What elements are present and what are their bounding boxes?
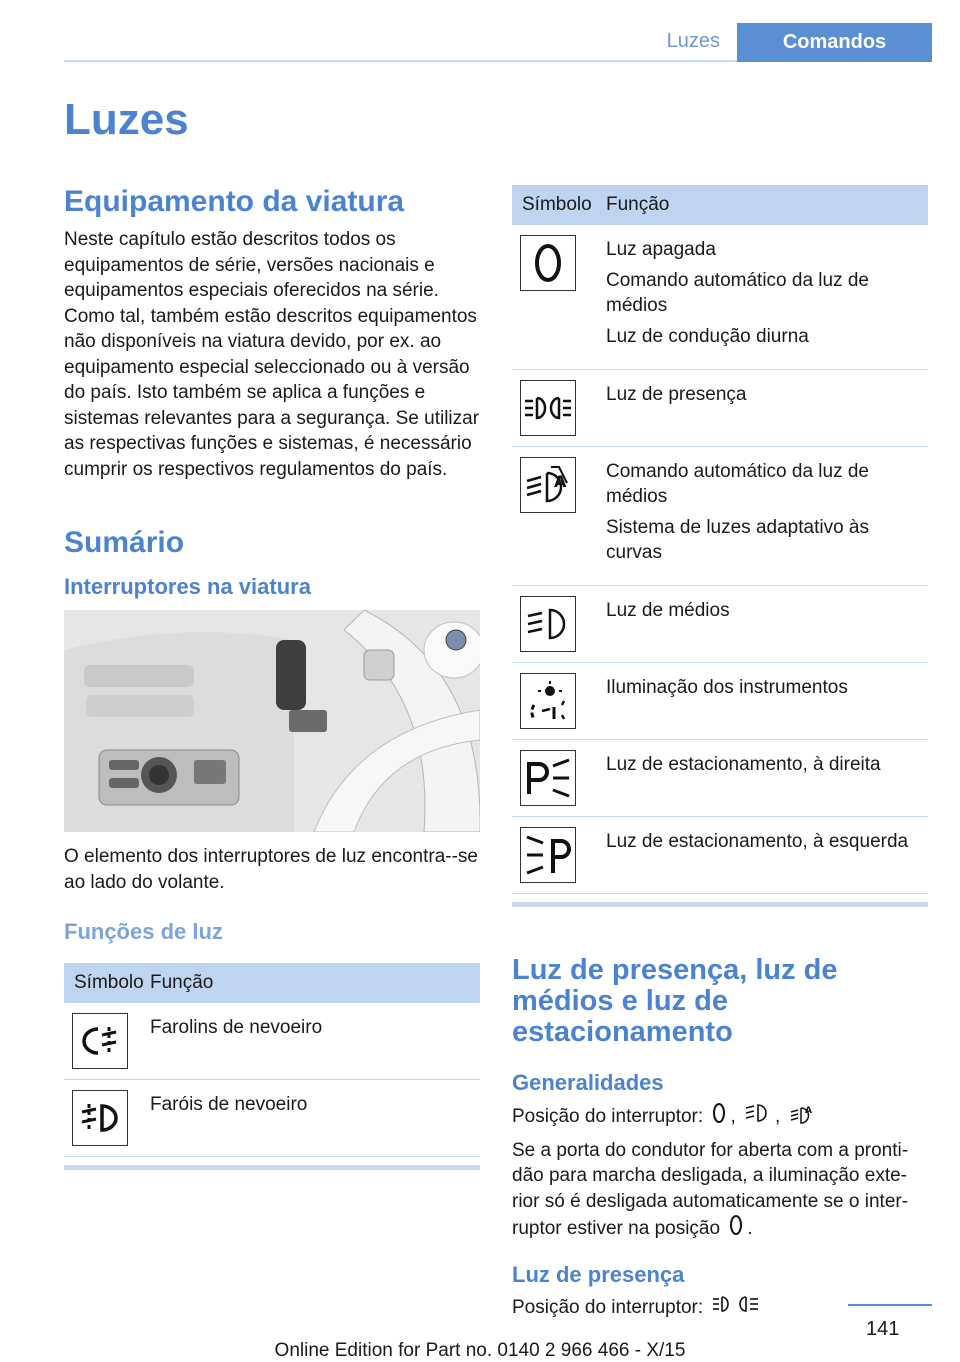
parking-light-icon xyxy=(712,1294,760,1322)
parking-light-right-icon xyxy=(520,750,576,806)
general-body xyxy=(512,1138,928,1244)
general-heading: Generalidades xyxy=(512,1070,664,1095)
general-body-text: Se a porta do condutor for aberta com a pronti-dão para marcha desligada, a iluminação exte-rior só é desligada automaticamente se o inter-ruptor estiver na posição xyxy=(512,1139,909,1239)
equipment-body: Neste capítulo estão descritos todos os equipamentos de série, versões nacionais e equipamentos especiais oferecidos na série. Como tal, também estão descritos equipamentos não disponíveis na viatura devido, por ex. ao equipamento especial seleccionado ou à versão do país. Isto também se aplica a funções e sistemas relevantes para a segurança. Se utilizar as respectivas funções e sistemas, é necessário cumprir os respectivos regulamentos do país. xyxy=(64,229,480,480)
page-number: 141 xyxy=(866,1318,900,1340)
switch-positions-table xyxy=(512,185,928,894)
table-row xyxy=(512,586,928,663)
general-body-end: . xyxy=(747,1217,753,1239)
table-header-row xyxy=(64,963,480,1003)
presence-switch-line xyxy=(512,1294,928,1322)
function-text: Comando automático da luz de médios xyxy=(606,461,869,507)
table-row xyxy=(512,370,928,447)
zero-position-icon xyxy=(712,1102,726,1132)
function-text: Faróis de nevoeiro xyxy=(150,1094,308,1115)
footer-edition: Online Edition for Part no. 0140 2 966 466 - X/15 xyxy=(274,1340,686,1361)
function-text: Luz de condução diurna xyxy=(606,326,809,347)
low-beam-icon xyxy=(520,596,576,652)
table-row xyxy=(512,663,928,740)
table-end-bar xyxy=(512,902,928,907)
table-row xyxy=(512,225,928,370)
left-column xyxy=(64,185,480,1170)
col-function-header: Função xyxy=(150,963,480,1003)
table-row xyxy=(512,817,928,894)
table-row xyxy=(64,1003,480,1080)
function-text: Luz de médios xyxy=(606,600,730,621)
function-text: Luz de presença xyxy=(606,384,747,405)
table-end-bar xyxy=(64,1165,480,1170)
switch-position-line xyxy=(512,1102,928,1132)
light-functions-heading: Funções de luz xyxy=(64,919,223,944)
auto-low-beam-icon xyxy=(520,457,576,513)
col-symbol-header: Símbolo xyxy=(64,963,150,1003)
equipment-heading: Equipamento da viatura xyxy=(64,185,405,218)
function-text: Sistema de luzes adaptativo às curvas xyxy=(606,517,869,563)
parking-light-left-icon xyxy=(520,827,576,883)
photo-caption: O elemento dos interruptores de luz encontra--se ao lado do volante. xyxy=(64,846,478,893)
summary-heading: Sumário xyxy=(64,526,185,559)
svg-text:A: A xyxy=(804,1106,812,1116)
zero-position-icon xyxy=(729,1214,743,1244)
table-row xyxy=(512,740,928,817)
low-beam-icon xyxy=(745,1103,771,1131)
switches-heading: Interruptores na viatura xyxy=(64,574,311,599)
table-header-row xyxy=(512,185,928,225)
function-text: Farolins de nevoeiro xyxy=(150,1017,323,1038)
footer-rule xyxy=(848,1304,932,1306)
separator: , xyxy=(775,1105,781,1127)
header-section: Luzes xyxy=(666,30,720,52)
photo-illustration xyxy=(64,610,480,832)
fog-lamp-icon xyxy=(72,1090,128,1146)
function-text: Luz apagada xyxy=(606,239,716,260)
presence-section-heading: Luz de presença, luz de médios e luz de estacionamento xyxy=(512,954,838,1048)
function-text: Comando automático da luz de médios xyxy=(606,270,869,316)
table-row xyxy=(64,1080,480,1157)
table-row xyxy=(512,447,928,586)
header-chapter-tab[interactable]: Comandos xyxy=(737,23,932,62)
function-text: Iluminação dos instrumentos xyxy=(606,677,848,698)
col-symbol-header: Símbolo xyxy=(512,185,606,225)
presence-switch-label: Posição do interruptor: xyxy=(512,1296,704,1318)
separator: , xyxy=(730,1105,736,1127)
col-function-header: Função xyxy=(606,185,928,225)
steering-wheel-switch-photo xyxy=(64,610,480,832)
right-column xyxy=(512,185,928,1321)
auto-low-beam-icon xyxy=(790,1102,816,1132)
switch-position-label: Posição do interruptor: xyxy=(512,1105,704,1127)
front-fog-light-icon xyxy=(72,1013,128,1069)
light-functions-table xyxy=(64,963,480,1157)
chapter-title: Luzes xyxy=(64,95,189,144)
instrument-lighting-icon xyxy=(520,673,576,729)
function-text: Luz de estacionamento, à esquerda xyxy=(606,831,909,852)
presence-heading: Luz de presença xyxy=(512,1261,685,1287)
function-text: Luz de estacionamento, à direita xyxy=(606,754,881,775)
parking-light-icon xyxy=(520,380,576,436)
svg-text:A: A xyxy=(554,472,567,491)
zero-position-icon xyxy=(520,235,576,291)
